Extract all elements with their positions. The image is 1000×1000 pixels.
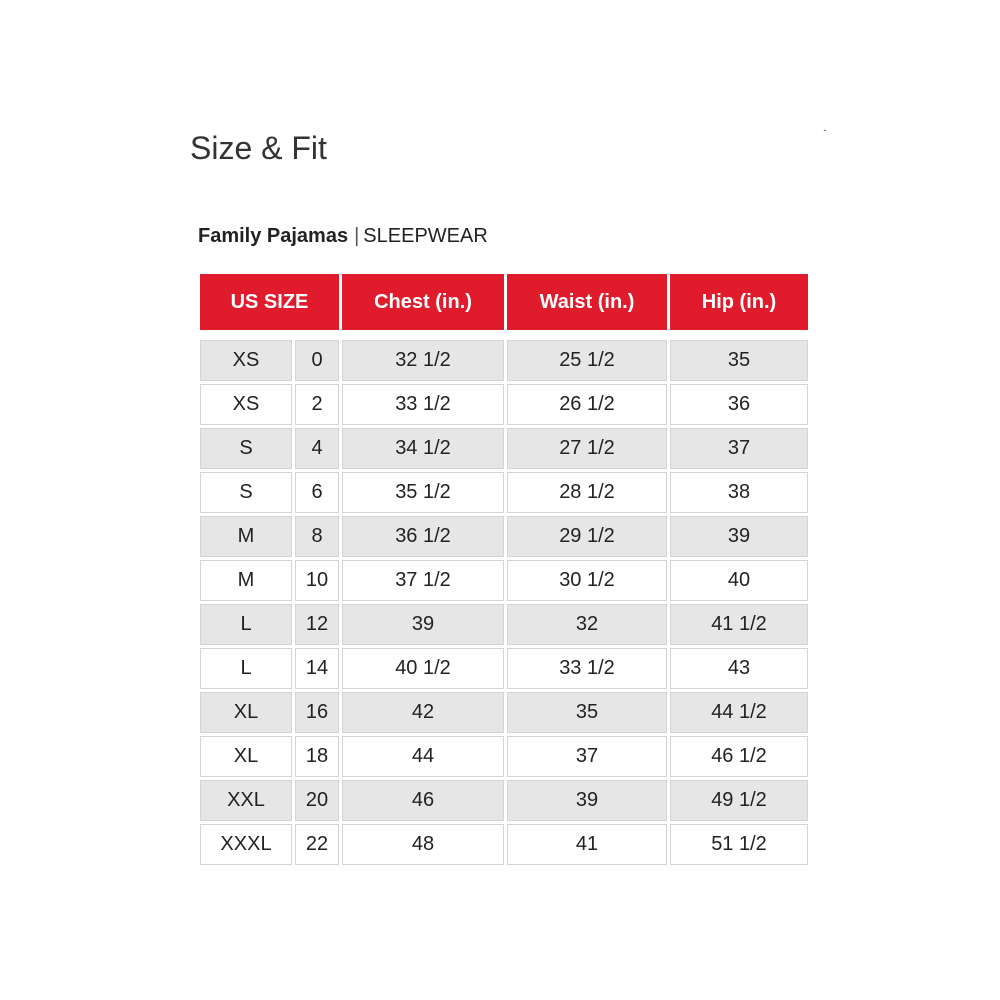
category-name: SLEEPWEAR: [363, 225, 488, 247]
cell-waist: 28 1/2: [507, 472, 667, 513]
cell-size-number: 14: [295, 648, 339, 689]
cell-hip: 38: [670, 472, 808, 513]
cell-hip: 35: [670, 340, 808, 381]
cell-chest: 36 1/2: [342, 516, 504, 557]
cell-size-number: 22: [295, 824, 339, 865]
cell-waist: 39: [507, 780, 667, 821]
cell-size-letter: XS: [200, 340, 292, 381]
cell-hip: 49 1/2: [670, 780, 808, 821]
cell-waist: 32: [507, 604, 667, 645]
cell-size-letter: XXL: [200, 780, 292, 821]
cell-chest: 34 1/2: [342, 428, 504, 469]
table-row: [200, 472, 808, 513]
cell-waist: 33 1/2: [507, 648, 667, 689]
table-header-row: [200, 274, 808, 330]
cell-hip: 44 1/2: [670, 692, 808, 733]
cell-chest: 35 1/2: [342, 472, 504, 513]
cell-hip: 39: [670, 516, 808, 557]
cell-size-letter: XXXL: [200, 824, 292, 865]
table-row: [200, 692, 808, 733]
cell-size-number: 2: [295, 384, 339, 425]
cell-hip: 46 1/2: [670, 736, 808, 777]
cell-waist: 27 1/2: [507, 428, 667, 469]
cell-waist: 25 1/2: [507, 340, 667, 381]
cell-size-number: 0: [295, 340, 339, 381]
table-row: [200, 340, 808, 381]
cell-waist: 30 1/2: [507, 560, 667, 601]
cell-size-number: 12: [295, 604, 339, 645]
table-row: [200, 824, 808, 865]
cell-hip: 36: [670, 384, 808, 425]
cell-waist: 29 1/2: [507, 516, 667, 557]
table-row: [200, 516, 808, 557]
header-us-size: US SIZE: [200, 274, 339, 330]
cell-size-letter: L: [200, 604, 292, 645]
table-row: [200, 736, 808, 777]
page-title: Size & Fit: [190, 130, 327, 166]
subtitle-separator: |: [354, 225, 360, 247]
cell-size-letter: M: [200, 560, 292, 601]
cell-size-number: 6: [295, 472, 339, 513]
cell-waist: 41: [507, 824, 667, 865]
table-row: [200, 780, 808, 821]
size-table-body: [200, 340, 808, 865]
product-subtitle: [198, 222, 488, 250]
cell-chest: 46: [342, 780, 504, 821]
cell-waist: 37: [507, 736, 667, 777]
size-chart-table: [197, 271, 811, 868]
cell-size-letter: XS: [200, 384, 292, 425]
cell-size-letter: L: [200, 648, 292, 689]
cell-chest: 40 1/2: [342, 648, 504, 689]
cell-chest: 39: [342, 604, 504, 645]
cell-size-number: 4: [295, 428, 339, 469]
cell-chest: 32 1/2: [342, 340, 504, 381]
cell-hip: 37: [670, 428, 808, 469]
cell-hip: 40: [670, 560, 808, 601]
cell-size-number: 20: [295, 780, 339, 821]
cell-hip: 43: [670, 648, 808, 689]
header-waist: Waist (in.): [507, 274, 667, 330]
cell-chest: 33 1/2: [342, 384, 504, 425]
cell-size-letter: XL: [200, 736, 292, 777]
cell-chest: 48: [342, 824, 504, 865]
table-row: [200, 560, 808, 601]
table-row: [200, 384, 808, 425]
close-icon[interactable]: ˎ: [817, 118, 828, 133]
table-row: [200, 604, 808, 645]
cell-hip: 51 1/2: [670, 824, 808, 865]
header-hip: Hip (in.): [670, 274, 808, 330]
header-chest: Chest (in.): [342, 274, 504, 330]
table-row: [200, 428, 808, 469]
cell-size-letter: S: [200, 472, 292, 513]
cell-chest: 37 1/2: [342, 560, 504, 601]
cell-waist: 35: [507, 692, 667, 733]
cell-chest: 42: [342, 692, 504, 733]
cell-size-number: 10: [295, 560, 339, 601]
cell-size-number: 18: [295, 736, 339, 777]
brand-name: Family Pajamas: [198, 225, 349, 247]
cell-hip: 41 1/2: [670, 604, 808, 645]
cell-chest: 44: [342, 736, 504, 777]
table-row: [200, 648, 808, 689]
cell-size-letter: S: [200, 428, 292, 469]
cell-size-number: 16: [295, 692, 339, 733]
cell-waist: 26 1/2: [507, 384, 667, 425]
cell-size-number: 8: [295, 516, 339, 557]
cell-size-letter: M: [200, 516, 292, 557]
cell-size-letter: XL: [200, 692, 292, 733]
